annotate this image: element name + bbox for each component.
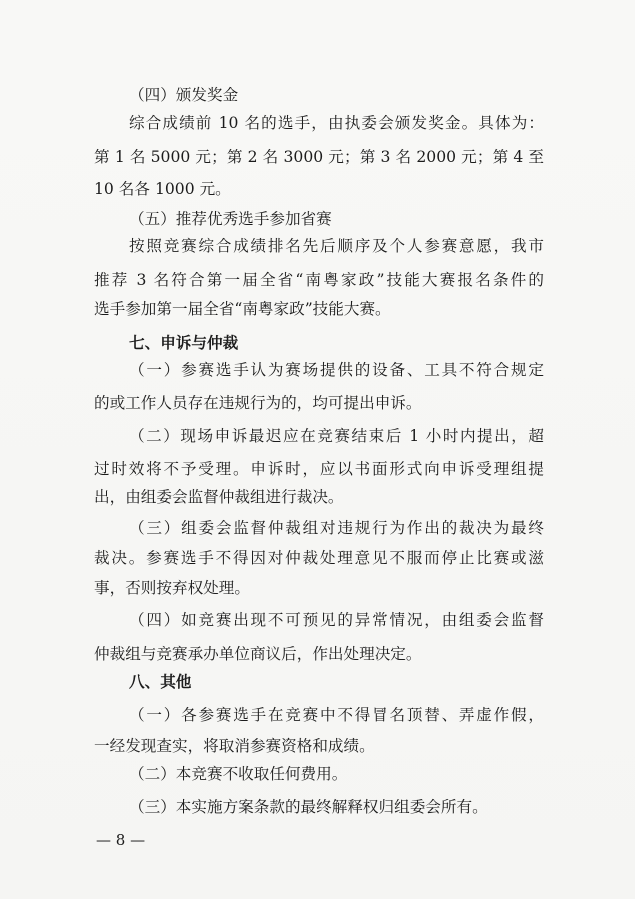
- subheading-award: （四）颁发奖金: [129, 86, 239, 104]
- paragraph-line: （三）组委会监督仲裁组对违规行为作出的裁决为最终: [129, 519, 544, 537]
- paragraph-line: 10 名各 1000 元。: [94, 180, 231, 198]
- page-number: — 8 —: [96, 831, 146, 849]
- paragraph-line: （二）本竞赛不收取任何费用。: [129, 765, 348, 783]
- paragraph-line: 一经发现查实，将取消参赛资格和成绩。: [94, 737, 375, 755]
- paragraph-line: 出，由组委会监督仲裁组进行裁决。: [94, 488, 344, 506]
- paragraph-line: （二）现场申诉最迟应在竞赛结束后 1 小时内提出，超: [129, 427, 544, 445]
- paragraph-line: 第 1 名 5000 元；第 2 名 3000 元；第 3 名 2000 元；第 4 至: [94, 148, 544, 166]
- paragraph-line: 事，否则按弃权处理。: [94, 579, 250, 597]
- paragraph-line: （三）本实施方案条款的最终解释权归组委会所有。: [129, 798, 488, 816]
- paragraph-line: 的或工作人员存在违规行为的，均可提出申诉。: [94, 394, 422, 412]
- paragraph-line: 过时效将不予受理。申诉时，应以书面形式向申诉受理组提: [94, 460, 544, 478]
- paragraph-line: 推荐 3 名符合第一届全省“南粤家政”技能大赛报名条件的: [94, 271, 544, 289]
- paragraph-line: 按照竞赛综合成绩排名先后顺序及个人参赛意愿，我市: [129, 237, 544, 255]
- paragraph-line: 选手参加第一届全省“南粤家政”技能大赛。: [94, 300, 391, 318]
- paragraph-line: 仲裁组与竞赛承办单位商议后，作出处理决定。: [94, 645, 422, 663]
- paragraph-line: （一）各参赛选手在竞赛中不得冒名顶替、弄虚作假，: [129, 706, 544, 724]
- paragraph-line: 综合成绩前 10 名的选手，由执委会颁发奖金。具体为：: [129, 114, 544, 132]
- subheading-recommend: （五）推荐优秀选手参加省赛: [129, 210, 332, 228]
- paragraph-line: （四）如竞赛出现不可预见的异常情况，由组委会监督: [129, 611, 544, 629]
- section-heading-other: 八、其他: [129, 673, 192, 691]
- paragraph-line: 裁决。参赛选手不得因对仲裁处理意见不服而停止比赛或滋: [94, 549, 544, 567]
- paragraph-line: （一）参赛选手认为赛场提供的设备、工具不符合规定: [129, 361, 544, 379]
- section-heading-appeal: 七、申诉与仲裁: [129, 334, 239, 352]
